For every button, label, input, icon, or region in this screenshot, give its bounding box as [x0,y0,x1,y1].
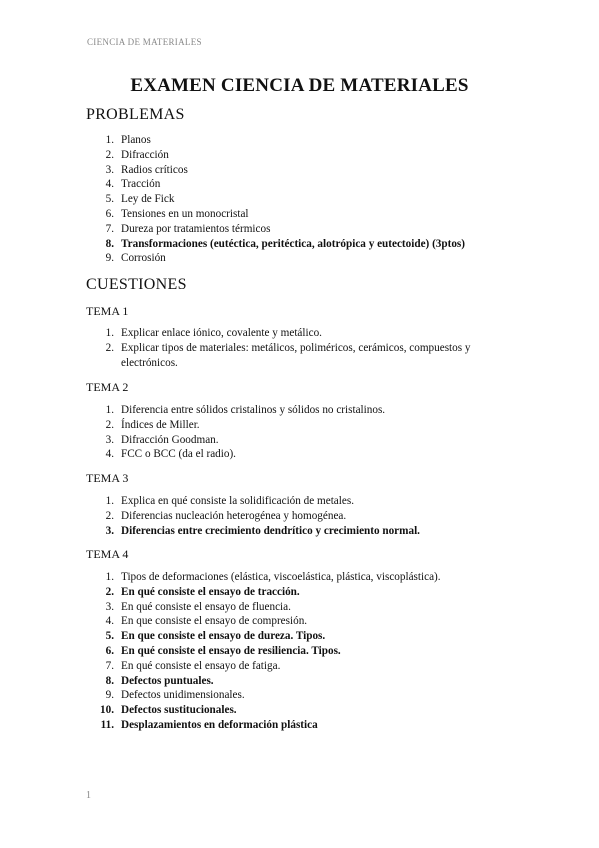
list-item [86,433,516,448]
tema-3-heading: TEMA 3 [86,471,129,485]
list-item-number: 4. [105,615,114,628]
list-item [86,600,516,615]
list-item [86,192,516,207]
list-item-number: 4. [105,448,114,461]
list-item-text: Índices de Miller. [121,418,200,431]
list-item-number: 7. [105,222,114,235]
list-item [86,509,516,524]
list-item-text: Transformaciones (eutéctica, peritéctica, alotrópica y eutectoide) (3ptos) [121,237,466,250]
list-item-number: 11. [100,718,114,731]
list-item [86,447,516,462]
list-item-number: 2. [105,509,114,522]
list-item [86,148,516,163]
list-item-text: Defectos sustitucionales. [121,704,237,717]
list-item [86,326,516,341]
list-item-number: 3. [105,600,114,613]
list-item-number: 9. [105,252,114,265]
list-item-text: Ley de Fick [121,193,175,206]
list-item [86,222,516,237]
list-item-text: Diferencia entre sólidos cristalinos y sólidos no cristalinos. [121,404,386,416]
list-item-number: 1. [105,327,114,339]
list-item-number: 5. [105,193,114,206]
cuestiones-heading: CUESTIONES [86,276,187,293]
list-item-text: FCC o BCC (da el radio). [121,448,236,461]
running-header: CIENCIA DE MATERIALES [87,37,202,47]
list-item-number: 6. [105,644,114,657]
list-item-number: 5. [105,630,114,643]
list-item-text: Defectos puntuales. [121,674,214,687]
list-item-number: 8. [105,674,114,687]
problemas-list [86,133,516,266]
list-item [86,403,516,418]
list-item [86,570,516,585]
list-item [86,703,516,718]
list-item [86,614,516,629]
list-item [86,418,516,433]
list-item [86,524,516,539]
list-item-text: Planos [121,134,151,146]
tema-4-heading: TEMA 4 [86,547,129,561]
list-item-number: 2. [105,418,114,431]
document-title: EXAMEN CIENCIA DE MATERIALES [130,75,469,96]
list-item-number: 2. [105,148,114,161]
list-item-text: En qué consiste el ensayo de resiliencia. Tipos. [121,644,341,657]
tema-1-list [86,326,516,370]
list-item-text: Explicar tipos de materiales: metálicos, poliméricos, cerámicos, compuestos y electrónicos. [121,341,471,369]
list-item [86,718,516,733]
tema-2-list [86,403,516,462]
list-item-text: Explicar enlace iónico, covalente y metálico. [121,327,322,339]
list-item [86,341,516,371]
list-item [86,237,516,252]
list-item [86,629,516,644]
list-item-number: 2. [105,585,114,598]
list-item [86,585,516,600]
list-item [86,674,516,689]
list-item [86,133,516,148]
list-item-text: Desplazamientos en deformación plástica [121,718,318,731]
list-item-text: Difracción Goodman. [121,433,219,446]
list-item [86,207,516,222]
list-item-number: 9. [105,689,114,702]
list-item-text: En que consiste el ensayo de dureza. Tipos. [121,630,326,643]
list-item-number: 7. [105,659,114,672]
list-item-text: Defectos unidimensionales. [121,689,245,702]
list-item [86,163,516,178]
list-item-number: 10. [100,704,114,717]
list-item-text: Difracción [121,148,169,161]
list-item-text: Tracción [121,178,161,191]
list-item-number: 4. [105,178,114,191]
tema-3-list [86,494,516,538]
tema-1-heading: TEMA 1 [86,304,129,318]
list-item [86,659,516,674]
list-item-number: 1. [105,571,114,583]
list-item-text: Tensiones en un monocristal [121,207,249,220]
list-item-text: Diferencias entre crecimiento dendrítico y crecimiento normal. [121,524,420,537]
list-item-text: Corrosión [121,252,166,265]
list-item-number: 3. [105,433,114,446]
list-item-text: En que consiste el ensayo de compresión. [121,615,308,628]
list-item-text: Tipos de deformaciones (elástica, viscoelástica, plástica, viscoplástica). [121,571,441,583]
list-item [86,177,516,192]
tema-2-heading: TEMA 2 [86,380,129,394]
list-item-text: Radios críticos [121,163,188,176]
problemas-heading: PROBLEMAS [86,106,185,123]
list-item-number: 1. [105,134,114,146]
list-item-text: Dureza por tratamientos térmicos [121,222,271,235]
list-item-text: En qué consiste el ensayo de fatiga. [121,659,281,672]
list-item-number: 3. [105,163,114,176]
list-item [86,494,516,509]
list-item-text: Explica en qué consiste la solidificación de metales. [121,495,354,507]
list-item-number: 1. [105,404,114,416]
list-item-text: En qué consiste el ensayo de tracción. [121,585,300,598]
list-item-text: Diferencias nucleación heterogénea y homogénea. [121,509,347,522]
list-item-number: 8. [105,237,114,250]
list-item [86,688,516,703]
list-item-text: En qué consiste el ensayo de fluencia. [121,600,291,613]
list-item-number: 6. [105,207,114,220]
list-item [86,644,516,659]
list-item-number: 3. [105,524,114,537]
list-item-number: 2. [105,341,114,354]
list-item [86,251,516,266]
list-item-number: 1. [105,495,114,507]
page-number: 1 [86,790,91,801]
tema-4-list [86,570,516,733]
